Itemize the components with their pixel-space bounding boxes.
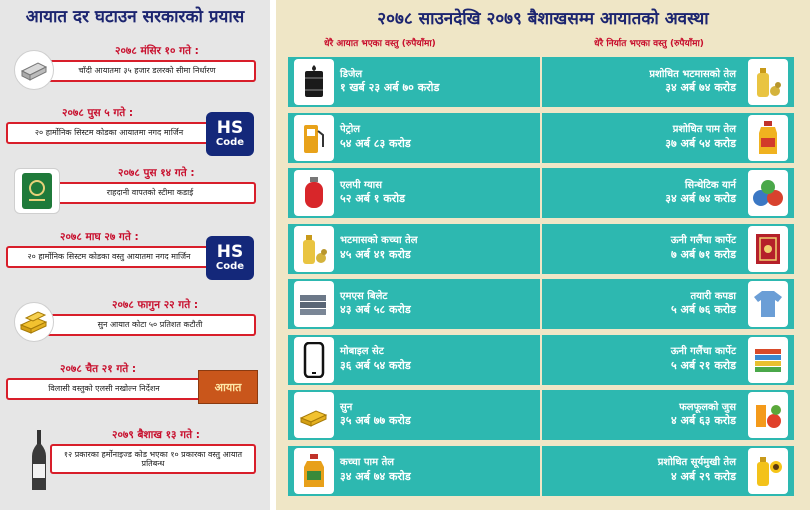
gas-cylinder-icon <box>294 170 334 216</box>
card-text <box>658 456 736 484</box>
palm-oil-icon <box>294 448 334 494</box>
truck-label: आयात <box>214 380 242 394</box>
mobile-phone-icon <box>294 337 334 383</box>
yarn-icon <box>748 170 788 216</box>
import-card <box>288 335 540 385</box>
card-text <box>340 290 540 318</box>
import-card <box>288 390 540 440</box>
timeline-title: आयात दर घटाउन सरकारको प्रयास <box>25 7 245 27</box>
export-card <box>542 57 794 107</box>
import-card <box>288 168 540 218</box>
item-name: एलपी ग्यास <box>340 179 383 191</box>
hs-code-icon <box>206 236 254 280</box>
gold-bar-icon <box>14 302 54 342</box>
hs-code-line2: Code <box>215 136 245 148</box>
item-name: कच्चा पाम तेल <box>340 457 395 469</box>
hs-code-icon <box>206 112 254 156</box>
import-card <box>288 279 540 329</box>
export-card <box>542 113 794 163</box>
card-text <box>671 234 736 262</box>
item-value: ४३ अर्ब ५८ करोड <box>340 303 411 317</box>
event-text: सुन आयात कोटा ५० प्रतिशत कटौती <box>44 314 256 336</box>
item-value: ३४ अर्ब ७४ करोड <box>665 81 736 95</box>
card-text <box>340 401 540 429</box>
item-name: एमएस बिलेट <box>340 290 388 302</box>
export-card <box>542 224 794 274</box>
item-name: सिन्थेटिक यार्न <box>684 179 736 191</box>
item-name: प्रशोधित पाम तेल <box>672 124 736 136</box>
import-card <box>288 446 540 496</box>
event-text: चाँदी आयातमा ३५ हजार डलरको सीमा निर्धारण <box>38 60 256 82</box>
import-card <box>288 57 540 107</box>
item-name: सुन <box>340 401 353 413</box>
card-text <box>671 345 736 373</box>
item-value: १ खर्ब २३ अर्ब ७० करोड <box>340 81 440 95</box>
item-name: ऊनी गलैंचा कार्पेट <box>670 346 736 358</box>
item-value: ३४ अर्ब ७४ करोड <box>340 469 411 483</box>
exports-header: धेरै निर्यात भएका वस्तु (रुपैयाँमा) <box>594 39 704 49</box>
event-text: २० हार्मोनिक सिस्टम कोडका वस्तु आयातमा नगद मार्जिन <box>6 246 212 268</box>
export-card <box>542 390 794 440</box>
folded-cloth-icon <box>748 337 788 383</box>
item-value: ७ अर्ब ७१ करोड <box>670 247 736 261</box>
export-card <box>542 279 794 329</box>
item-name: प्रशोधित भटमासको तेल <box>649 68 736 80</box>
event-text: २० हार्मोनिक सिस्टम कोडका आयातमा नगद मार्जिन <box>6 122 212 144</box>
hs-code-line2: Code <box>215 260 245 272</box>
item-name: मोबाइल सेट <box>340 346 384 358</box>
fuel-pump-icon <box>294 115 334 161</box>
item-name: ऊनी गलैंचा कार्पेट <box>670 235 736 247</box>
item-value: ४ अर्ब २९ करोड <box>670 469 736 483</box>
event-text: विलासी वस्तुको एलसी नखोल्न निर्देशन <box>6 378 202 400</box>
event-date: २०७९ बैशाख १३ गते : <box>112 429 200 441</box>
item-value: ३४ अर्ब ७४ करोड <box>665 192 736 206</box>
fruit-juice-icon <box>748 392 788 438</box>
soybean-oil-icon <box>748 59 788 105</box>
card-text <box>671 401 736 429</box>
item-value: ५४ अर्ब ८३ करोड <box>340 136 411 150</box>
silver-bar-icon <box>14 50 54 90</box>
card-text <box>340 68 540 96</box>
card-text <box>649 68 736 96</box>
card-text <box>340 179 540 207</box>
item-value: ४ अर्ब ६३ करोड <box>670 414 736 428</box>
item-name: पेट्रोल <box>340 124 361 136</box>
gold-bar-icon <box>294 392 334 438</box>
card-text <box>665 179 736 207</box>
card-text <box>671 290 736 318</box>
soybean-oil-icon <box>294 226 334 272</box>
truck-icon <box>198 370 258 404</box>
card-text <box>340 345 540 373</box>
export-card <box>542 446 794 496</box>
sunflower-oil-icon <box>748 448 788 494</box>
imports-header: धेरै आयात भएका वस्तु (रुपैयाँमा) <box>324 39 436 49</box>
event-date: २०७८ पुस १४ गते : <box>118 167 195 179</box>
item-value: ५ अर्ब ७६ करोड <box>670 303 736 317</box>
event-date: २०७८ पुस ५ गते : <box>62 107 134 119</box>
shirt-icon <box>748 281 788 327</box>
steel-billet-icon <box>294 281 334 327</box>
card-text <box>340 234 540 262</box>
import-export-panel <box>276 0 810 510</box>
item-name: डिजेल <box>340 68 363 80</box>
item-value: ३५ अर्ब ७७ करोड <box>340 414 411 428</box>
passport-icon <box>14 168 60 214</box>
item-value: ५ अर्ब २१ करोड <box>670 358 736 372</box>
item-name: तयारी कपडा <box>690 290 736 302</box>
item-name: प्रशोधित सूर्यमुखी तेल <box>657 457 736 469</box>
carpet-icon <box>748 226 788 272</box>
oil-barrel-icon <box>294 59 334 105</box>
card-text <box>665 123 736 151</box>
item-value: ५२ अर्ब १ करोड <box>340 192 406 206</box>
event-text: १२ प्रकारका हर्मोनाइज्ड कोड भएका १० प्रकारका वस्तु आयात प्रतिबन्ध <box>50 444 256 474</box>
event-date: २०७८ मंसिर १० गते : <box>115 45 199 57</box>
event-date: २०७८ चैत २१ गते : <box>60 363 137 375</box>
item-name: फलफूलको जुस <box>679 401 736 413</box>
card-text <box>340 123 540 151</box>
panel-title: २०७८ साउनदेखि २०७९ बैशाखसम्म आयातको अवस्था <box>377 9 709 29</box>
item-name: भटमासको कच्चा तेल <box>340 235 418 247</box>
export-card <box>542 168 794 218</box>
import-card <box>288 224 540 274</box>
event-date: २०७८ फागुन २२ गते : <box>112 299 199 311</box>
event-text: राहदानी वापतको स्टीमा कडाई <box>44 182 256 204</box>
item-value: ३७ अर्ब ५४ करोड <box>665 136 736 150</box>
hs-code-line1: HS <box>216 241 244 262</box>
import-card <box>288 113 540 163</box>
wine-bottle-icon <box>30 430 48 492</box>
policy-timeline-panel <box>0 0 270 510</box>
event-date: २०७८ माघ २७ गते : <box>60 231 139 243</box>
export-card <box>542 335 794 385</box>
item-value: ४५ अर्ब ४१ करोड <box>340 247 411 261</box>
item-value: ३६ अर्ब ५४ करोड <box>340 358 411 372</box>
palm-oil-bottle-icon <box>748 115 788 161</box>
hs-code-line1: HS <box>216 117 244 138</box>
card-text <box>340 456 540 484</box>
